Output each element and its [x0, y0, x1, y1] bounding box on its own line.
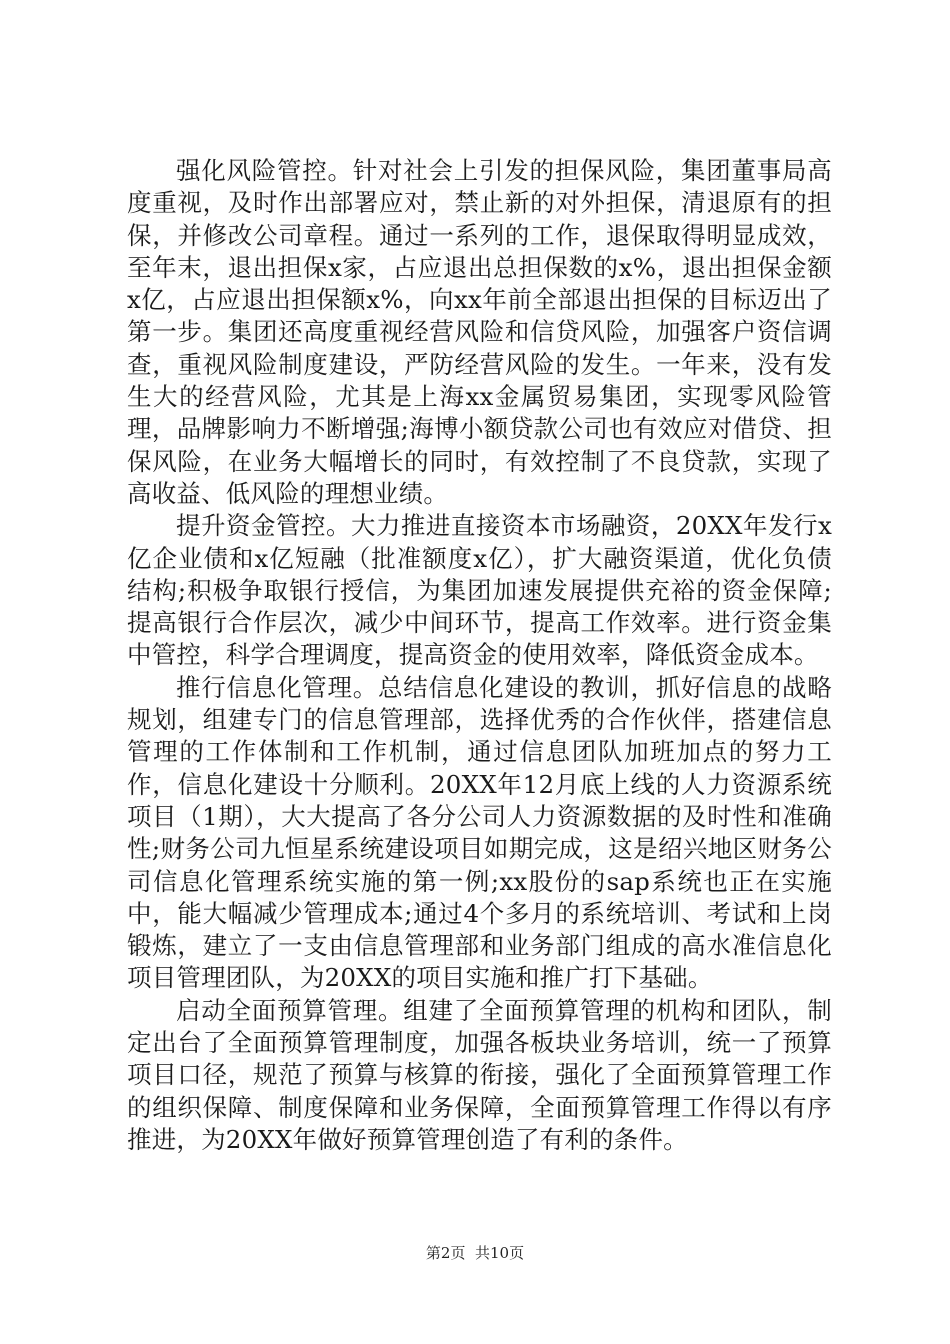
paragraph-fund-control: 提升资金管控。大力推进直接资本市场融资，20XX年发行x亿企业债和x亿短融（批准额度x亿），扩大融资渠道，优化负债结构;积极争取银行授信，为集团加速发展提供充裕的资金保障;提高银行合作层次，减少中间环节，提高工作效率。进行资金集中管控，科学合理调度，提高资金的使用效率，降低资金成本。	[127, 511, 832, 670]
page-number: 第2页	[425, 1244, 466, 1262]
page-footer	[0, 1243, 950, 1263]
paragraph-it-management: 推行信息化管理。总结信息化建设的教训，抓好信息的战略规划，组建专门的信息管理部，选择优秀的合作伙伴，搭建信息管理的工作体制和工作机制，通过信息团队加班加点的努力工作，信息化建设十分顺利。20XX年12月底上线的人力资源系统项目（1期），大大提高了各分公司人力资源数据的及时性和准确性;财务公司九恒星系统建设项目如期完成，这是绍兴地区财务公司信息化管理系统实施的第一例;xx股份的sap系统也正在实施中，能大幅减少管理成本;通过4个多月的系统培训、考试和上岗锻炼，建立了一支由信息管理部和业务部门组成的高水准信息化项目管理团队，为20XX的项目实施和推广打下基础。	[127, 672, 832, 993]
paragraph-risk-control: 强化风险管控。针对社会上引发的担保风险，集团董事局高度重视，及时作出部署应对，禁止新的对外担保，清退原有的担保，并修改公司章程。通过一系列的工作，退保取得明显成效，至年末，退出担保x家，占应退出总担保数的x%，退出担保金额x亿，占应退出担保额x%，向xx年前全部退出担保的目标迈出了第一步。集团还高度重视经营风险和信贷风险，加强客户资信调查，重视风险制度建设，严防经营风险的发生。一年来，没有发生大的经营风险，尤其是上海xx金属贸易集团，实现零风险管理，品牌影响力不断增强;海博小额贷款公司也有效应对借贷、担保风险，在业务大幅增长的同时，有效控制了不良贷款，实现了高收益、低风险的理想业绩。	[127, 156, 832, 508]
paragraph-budget-management: 启动全面预算管理。组建了全面预算管理的机构和团队，制定出台了全面预算管理制度，加强各板块业务培训，统一了预算项目口径，规范了预算与核算的衔接，强化了全面预算管理工作的组织保障、制度保障和业务保障，全面预算管理工作得以有序推进，为20XX年做好预算管理创造了有利的条件。	[127, 995, 832, 1154]
document-body	[127, 155, 832, 1156]
page-total: 共10页	[475, 1244, 525, 1262]
